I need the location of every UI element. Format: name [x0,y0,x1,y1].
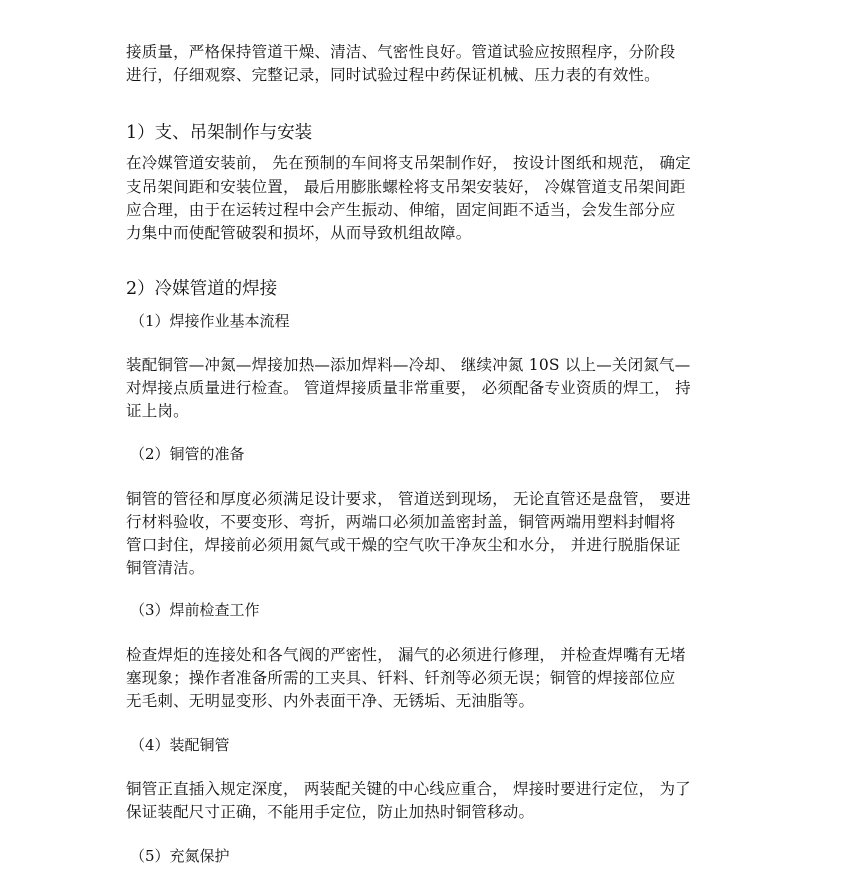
sub3-title: （3）焊前检查工作 [130,601,260,619]
section1-line-2: 支吊架间距和安装位置， 最后用膨胀螺栓将支吊架安装好， 冷媒管道支吊架间距 [126,178,686,196]
sub4-line-1: 铜管正直插入规定深度， 两装配关键的中心线应重合， 焊接时要进行定位， 为了 [126,780,691,798]
sub5-title: （5）充氮保护 [130,847,230,865]
section1-line-1: 在冷媒管道安装前， 先在预制的车间将支吊架制作好， 按设计图纸和规范， 确定 [126,154,691,172]
sub2-line-4: 铜管清洁。 [126,559,205,577]
sub2-line-3: 管口封住，焊接前必须用氮气或干燥的空气吹干净灰尘和水分， 并进行脱脂保证 [126,536,681,554]
sub1-line-2: 对焊接点质量进行检查。 管道焊接质量非常重要， 必须配备专业资质的焊工， 持 [126,379,691,397]
sub4-title: （4）装配铜管 [130,736,230,754]
sub3-line-1: 检查焊炬的连接处和各气阀的严密性， 漏气的必须进行修理， 并检查焊嘴有无堵 [126,646,686,664]
section1-line-4: 力集中而使配管破裂和损坏，从而导致机组故障。 [126,224,472,242]
sub2-line-1: 铜管的管径和厚度必须满足设计要求， 管道送到现场， 无论直管还是盘管， 要进 [126,490,691,508]
section2-heading: 2）冷媒管道的焊接 [126,279,278,299]
intro-line-2: 进行，仔细观察、完整记录，同时试验过程中药保证机械、压力表的有效性。 [126,66,660,84]
sub1-title: （1）焊接作业基本流程 [130,312,290,330]
section1-heading: 1）支、吊架制作与安装 [126,123,313,143]
section1-line-3: 应合理，由于在运转过程中会产生振动、伸缩，固定间距不适当，会发生部分应 [126,201,676,219]
sub1-line-1: 装配铜管—冲氮—焊接加热—添加焊料—冷却、 继续冲氮 10S 以上—关闭氮气— [126,356,691,374]
sub3-line-2: 塞现象；操作者准备所需的工夹具、钎料、钎剂等必须无误；铜管的焊接部位应 [126,669,676,687]
sub2-line-2: 行材料验收，不要变形、弯折，两端口必须加盖密封盖，铜管两端用塑料封帽将 [126,513,676,531]
sub4-line-2: 保证装配尺寸正确，不能用手定位，防止加热时铜管移动。 [126,803,535,821]
intro-line-1: 接质量，严格保持管道干燥、清洁、气密性良好。管道试验应按照程序，分阶段 [126,43,676,61]
sub2-title: （2）铜管的准备 [130,445,245,463]
sub1-line-3: 证上岗。 [126,402,189,420]
sub3-line-3: 无毛刺、无明显变形、内外表面干净、无锈垢、无油脂等。 [126,692,535,710]
